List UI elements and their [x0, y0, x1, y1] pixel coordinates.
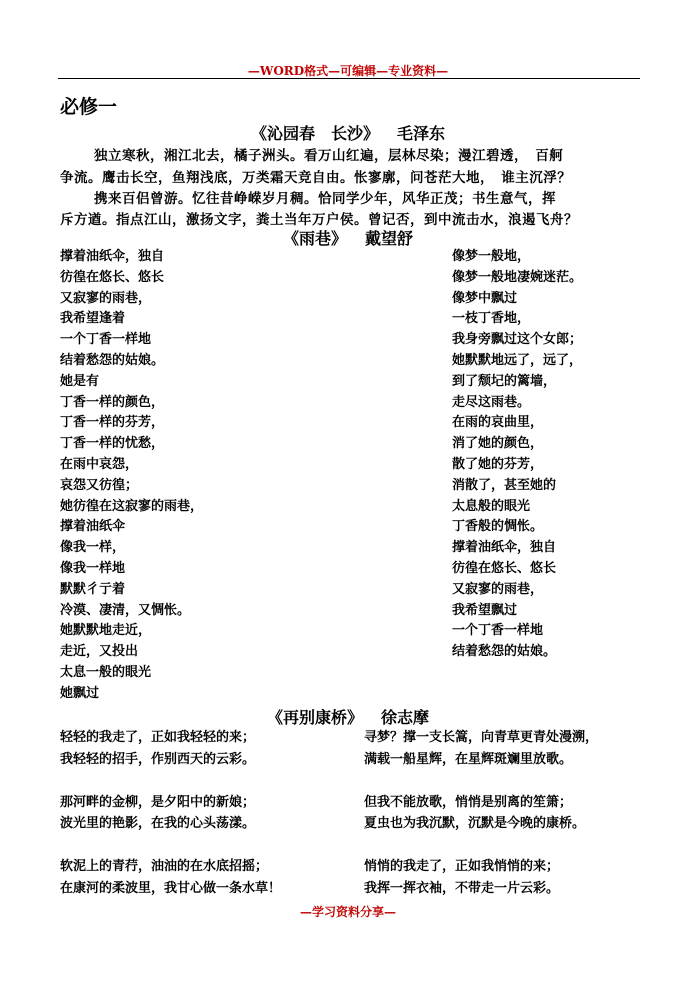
poem-line: 结着愁怨的姑娘。: [60, 352, 165, 368]
poem-line: 到了颓圮的篱墙，: [452, 373, 557, 389]
poem-line: 结着愁怨的姑娘。: [452, 644, 557, 660]
poem-line: [364, 835, 598, 857]
poem-line: 像梦中飘过: [452, 290, 518, 306]
poem-line: 我轻轻的招手，作别西天的云彩。: [60, 751, 256, 767]
poem-line: 在雨的哀曲里，: [452, 415, 544, 431]
poem-line: 丁香般的惆怅。: [452, 519, 544, 535]
poem-line: 她是有: [60, 373, 100, 389]
poem-line: 丁香一样的忧愁，: [60, 436, 165, 452]
poem-line: 太息一般的眼光: [60, 664, 152, 680]
poem-line: 一个丁香一样地: [452, 623, 544, 639]
poem-line: 撑着油纸伞: [60, 519, 126, 535]
poem-line: 一枝丁香地，: [452, 311, 531, 327]
poem-line: 走尽这雨巷。: [452, 394, 531, 410]
poem-line: [60, 770, 281, 792]
poem-line: 走近，又投出: [60, 644, 139, 660]
poem-line: 夏虫也为我沉默，沉默是今晚的康桥。: [364, 816, 586, 831]
poem3-left-column: [60, 727, 281, 899]
poem-line: 彷徨在悠长、悠长: [452, 560, 557, 576]
poem1-heading: [0, 121, 696, 144]
poem-line: 散了她的芬芳，: [452, 456, 544, 472]
poem-line: 太息般的眼光: [452, 498, 531, 514]
poem3-heading: [0, 705, 696, 728]
poem1-line-1: 独立寒秋，湘江北去，橘子洲头。看万山红遍，层林尽染；漫江碧透， 百舸: [94, 148, 564, 164]
poem-line: 悄悄的我走了，正如我悄悄的来；: [364, 859, 560, 874]
poem-line: 像我一样，: [60, 540, 126, 556]
section-title: 必修一: [60, 96, 118, 118]
poem1-line-4: 斥方遒。指点江山，激扬文字，粪土当年万户侯。曾记否，到中流击水，浪遏飞舟？: [60, 212, 578, 228]
poem1-line-2: 争流。鹰击长空，鱼翔浅底，万类霜天竞自由。怅寥廓，问苍茫大地， 谁主沉浮？: [60, 170, 572, 186]
poem-line: 她飘过: [60, 685, 100, 701]
page-header: —WORD格式—可编辑—专业资料—: [247, 64, 449, 78]
poem-line: 轻轻的我走了，正如我轻轻的来；: [60, 730, 256, 745]
poem2-heading: [0, 226, 696, 249]
poem-line: 我希望逢着: [60, 311, 126, 327]
poem-line: 丁香一样的颜色，: [60, 394, 165, 410]
poem-line: 她默默地远了，远了，: [452, 352, 583, 368]
poem-line: 撑着油纸伞，独自: [60, 249, 165, 264]
poem-line: 一个丁香一样地: [60, 332, 152, 348]
poem1-author: 毛泽东: [397, 124, 446, 143]
poem2-right-column: [452, 247, 582, 663]
poem-line: 哀怨又彷徨；: [60, 477, 139, 493]
poem-line: 满载一船星辉，在星辉斑斓里放歌。: [364, 751, 573, 767]
poem-line: [364, 770, 598, 792]
poem-line: 像梦一般地，: [452, 249, 531, 264]
poem-line: 软泥上的青荇，油油的在水底招摇；: [60, 859, 269, 874]
poem-line: 又寂寥的雨巷，: [452, 581, 544, 597]
poem-line: 消了她的颜色，: [452, 436, 544, 452]
poem-line: 冷漠、凄清，又惆怅。: [60, 602, 191, 618]
poem3-right-column: [364, 727, 598, 899]
poem-line: 她彷徨在这寂寥的雨巷，: [60, 498, 204, 514]
poem1-title: 《沁园春 长沙》: [250, 124, 379, 143]
poem-line: 丁香一样的芬芳，: [60, 415, 165, 431]
poem-line: 那河畔的金柳，是夕阳中的新娘；: [60, 794, 256, 810]
poem-line: 我挥一挥衣袖，不带走一片云彩。: [364, 880, 560, 896]
header-rule: [58, 78, 640, 79]
poem-line: 寻梦？撑一支长篙，向青草更青处漫溯，: [364, 730, 599, 745]
poem-line: 但我不能放歌，悄悄是别离的笙箫；: [364, 794, 573, 810]
poem-line: [60, 835, 281, 857]
poem-line: 在雨中哀怨，: [60, 456, 139, 472]
poem-line: 消散了，甚至她的: [452, 477, 557, 493]
poem-line: 波光里的艳影，在我的心头荡漾。: [60, 816, 256, 831]
poem1-line-3: 携来百侣曾游。忆往昔峥嵘岁月稠。恰同学少年，风华正茂；书生意气，挥: [94, 191, 556, 207]
poem2-title: 《雨巷》: [282, 229, 347, 248]
poem-line: 我身旁飘过这个女郎；: [452, 332, 583, 348]
poem-line: 默默彳亍着: [60, 581, 126, 597]
poem-line: 撑着油纸伞，独自: [452, 540, 557, 556]
poem3-author: 徐志摩: [381, 708, 430, 727]
poem2-author: 戴望舒: [365, 229, 414, 248]
poem-line: 像梦一般地凄婉迷茫。: [452, 269, 583, 285]
poem-line: 她默默地走近，: [60, 623, 152, 639]
poem2-left-column: [60, 247, 203, 705]
poem3-title: 《再别康桥》: [266, 708, 363, 727]
page-footer: —学习资料分享—: [299, 905, 396, 919]
poem-line: 像我一样地: [60, 560, 126, 576]
poem-line: 又寂寥的雨巷，: [60, 290, 152, 306]
poem-line: 彷徨在悠长、悠长: [60, 269, 165, 285]
poem-line: 我希望飘过: [452, 602, 518, 618]
poem-line: 在康河的柔波里，我甘心做一条水草！: [60, 880, 282, 896]
